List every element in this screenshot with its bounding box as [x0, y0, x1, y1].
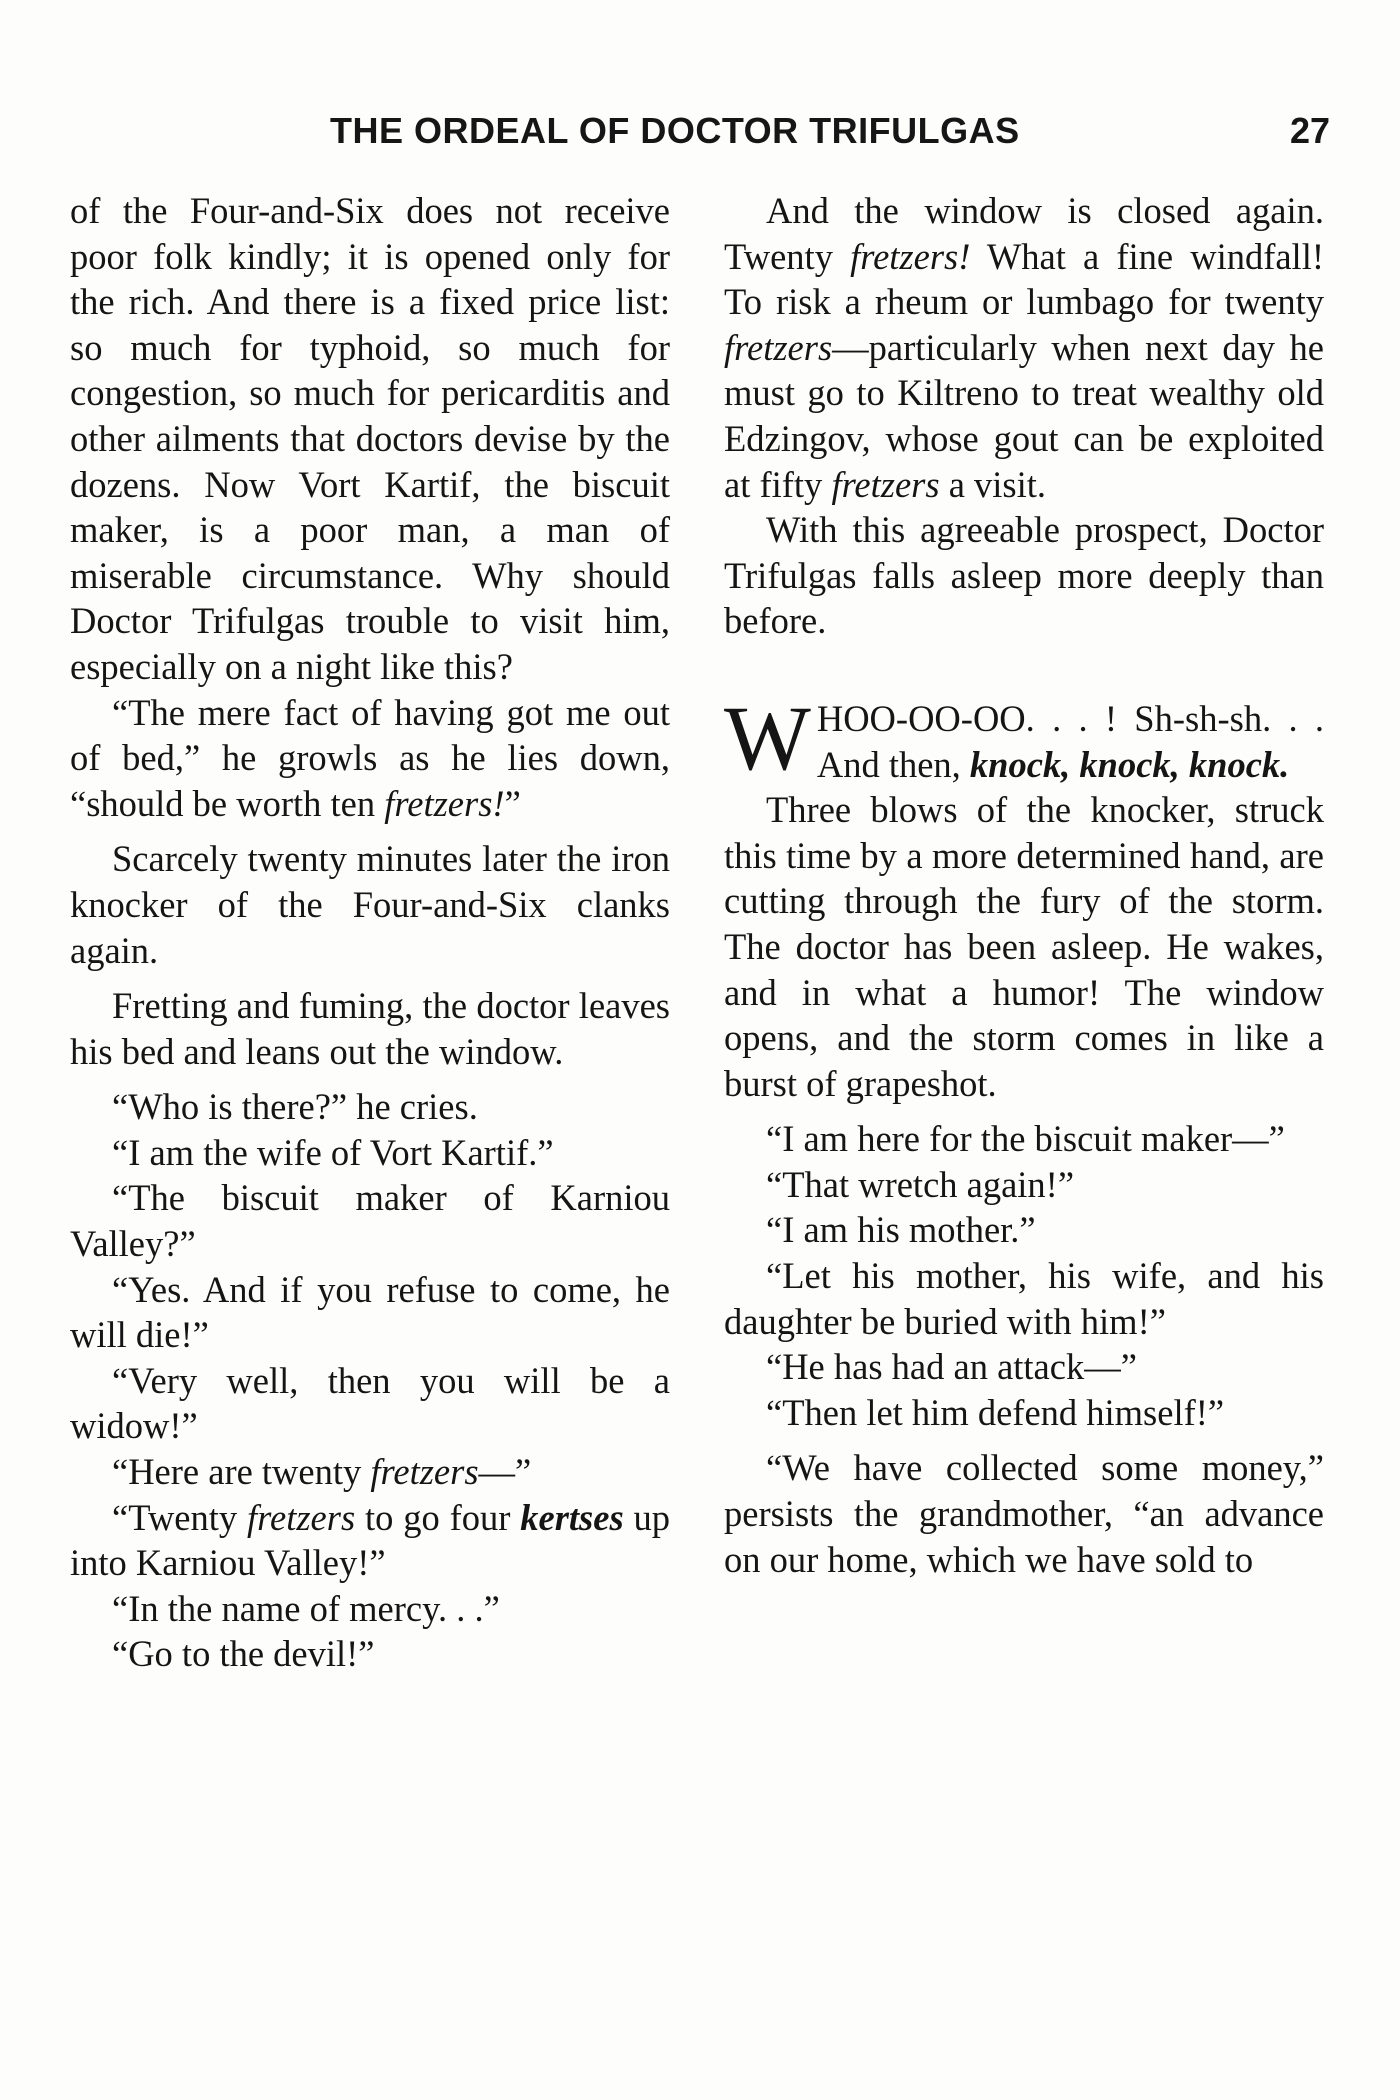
paragraph: “That wretch again!” — [766, 1163, 1075, 1205]
right-column — [724, 188, 1324, 1582]
paragraph: “Then let him defend himself!” — [766, 1391, 1225, 1433]
paragraph: “I am here for the biscuit maker—” — [766, 1118, 1285, 1160]
paragraph: Fretting and fuming, the doctor leaves his bed and leans out the window. — [70, 985, 670, 1072]
left-column — [70, 188, 670, 1677]
paragraph: “I am his mother.” — [766, 1209, 1036, 1251]
paragraph: “Very well, then you will be a widow!” — [70, 1359, 670, 1447]
paragraph: “In the name of mercy. . .” — [112, 1587, 500, 1629]
paragraph: of the Four-and-Six does not receive poor folk kindly; it is opened only for the rich. And there is a fixed price list: so much for typhoid, so much for congestion, so much for pericarditis and other ailments that doctors devise by the dozens. Now Vort Kartif, the biscuit maker, is a poor man, a man of miserable circumstance. Why should Doctor Trifulgas trouble to visit him, especially on a night like this? — [70, 190, 670, 687]
paragraph: Three blows of the knocker, struck this time by a more determined hand, are cutting through the fury of the storm. The doctor has been asleep. He wakes, and in what a humor! The window opens, and the storm comes in like a burst of grapeshot. — [724, 789, 1324, 1104]
paragraph: “I am the wife of Vort Kartif.” — [112, 1131, 554, 1173]
paragraph: Scarcely twenty minutes later the iron knocker of the Four-and-Six clanks again. — [70, 838, 670, 971]
paragraph: “Yes. And if you refuse to come, he will die!” — [70, 1268, 670, 1356]
paragraph: With this agreeable prospect, Doctor Trifulgas falls asleep more deeply than before. — [724, 509, 1324, 642]
paragraph: And the window is closed again. Twenty fretzers! What a fine windfall! To risk a rheum or lumbago for twenty fretzers—particularly when next day he must go to Kiltreno to treat wealthy old Edzingov, whose gout can be exploited at fifty fretzers a visit. — [724, 190, 1324, 505]
paragraph: “The biscuit maker of Karniou Valley?” — [70, 1177, 670, 1265]
paragraph: “We have collected some money,” persists the grandmother, “an advance on our home, which we have sold to — [724, 1447, 1324, 1580]
paragraph: “The mere fact of having got me out of bed,” he growls as he lies down, “should be worth ten fretzers!” — [70, 691, 670, 824]
paragraph: “Twenty fretzers to go four kertses up into Karniou Valley!” — [70, 1496, 671, 1584]
running-title: THE ORDEAL OF DOCTOR TRIFULGAS — [330, 110, 1020, 151]
drop-cap: W — [724, 686, 811, 789]
paragraph: “Let his mother, his wife, and his daughter be buried with him!” — [724, 1255, 1324, 1342]
section-opening: WHOO-OO-OO. . . ! Sh-sh-sh. . . And then, knock, knock, knock. — [724, 686, 1324, 789]
running-head — [70, 110, 1330, 160]
paragraph: “Go to the devil!” — [112, 1633, 375, 1675]
paragraph: “He has had an attack—” — [766, 1346, 1137, 1388]
paragraph: “Who is there?” he cries. — [112, 1086, 478, 1128]
paragraph: “Here are twenty fretzers—” — [112, 1451, 532, 1493]
page-number: 27 — [1289, 110, 1330, 151]
